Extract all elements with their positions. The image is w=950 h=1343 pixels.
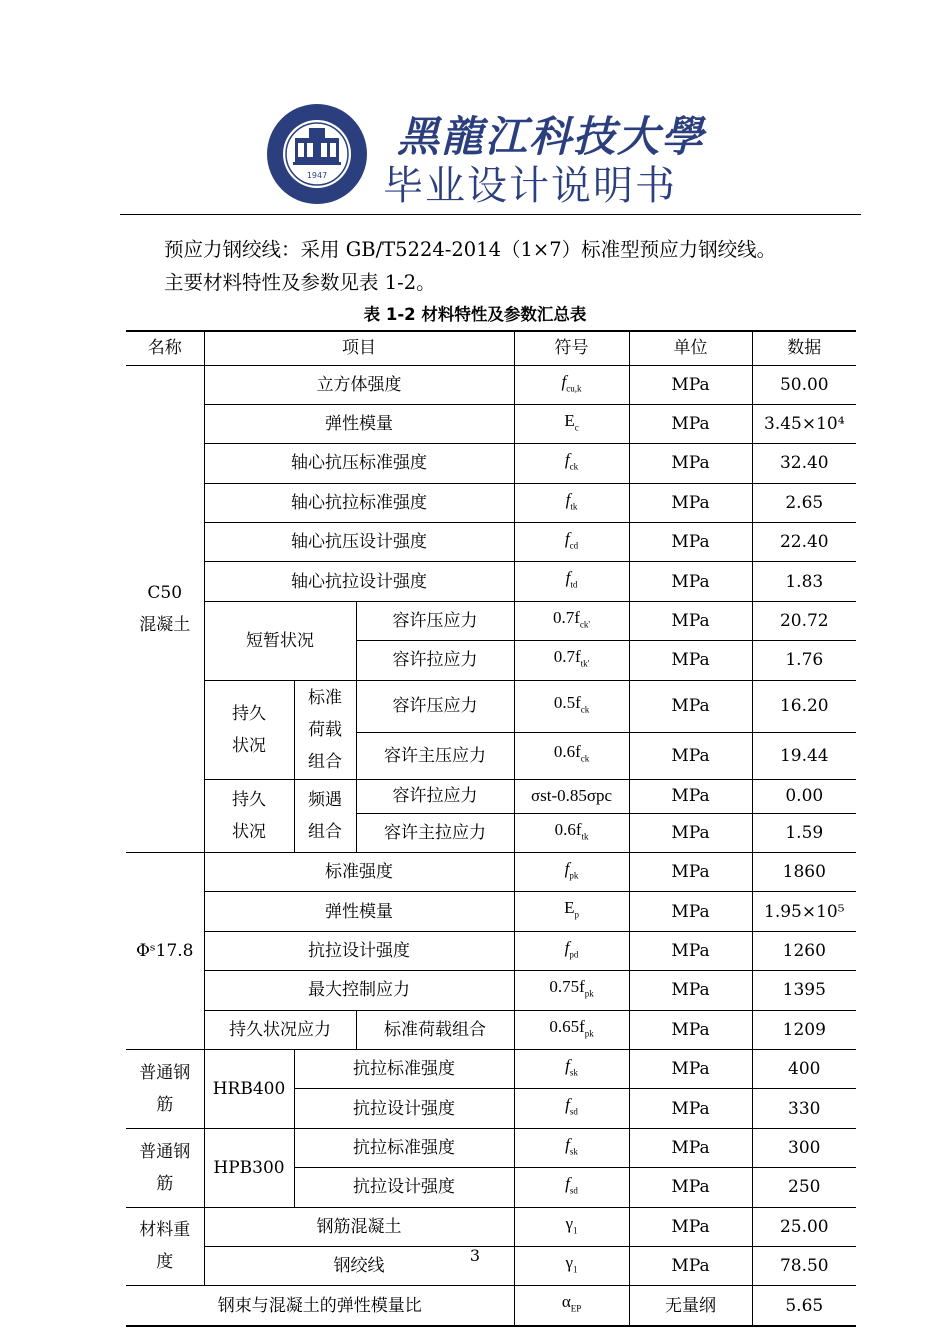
group-c50: C50 混凝土 — [126, 365, 204, 853]
table-row — [126, 404, 856, 443]
table-header-row — [126, 331, 856, 365]
header-rule — [120, 214, 861, 215]
item-cell: 抗拉标准强度 — [294, 1049, 514, 1088]
value-cell: 1.76 — [752, 641, 856, 680]
item-cell: 弹性模量 — [204, 892, 514, 931]
table-row — [126, 601, 856, 640]
symbol-cell: $f_{cu,k}$ — [514, 365, 629, 404]
symbol-cell: $E_p$ — [514, 892, 629, 931]
symbol-cell: $0.75f_{pk}$ — [514, 971, 629, 1010]
header-value: 数据 — [752, 331, 856, 365]
value-cell: 78.50 — [752, 1246, 856, 1285]
value-cell: 20.72 — [752, 601, 856, 640]
unit-cell: MPa — [629, 680, 752, 732]
unit-cell: MPa — [629, 404, 752, 443]
table-row — [126, 483, 856, 522]
header-item: 项目 — [204, 331, 514, 365]
symbol-cell: $f_{cd}$ — [514, 523, 629, 562]
symbol-cell: $f_{ck}$ — [514, 444, 629, 483]
group-rebar-a: 普通钢 筋 — [126, 1049, 204, 1128]
header-symbol: 符号 — [514, 331, 629, 365]
group-durable-b: 持久 状况 — [204, 779, 294, 852]
symbol-cell: $0.5f_{ck}$ — [514, 680, 629, 732]
symbol-cell: $\alpha_{EP}$ — [514, 1286, 629, 1326]
value-cell: 1.83 — [752, 562, 856, 601]
symbol-cell: $\gamma_1$ — [514, 1246, 629, 1285]
table-row — [126, 562, 856, 601]
item-cell: 标准荷载组合 — [356, 1010, 514, 1049]
value-cell: 1.95×10⁵ — [752, 892, 856, 931]
table-row — [126, 1010, 856, 1049]
symbol-cell: $\gamma_1$ — [514, 1207, 629, 1246]
item-cell: 钢绞线 — [204, 1246, 514, 1285]
symbol-cell: $0.7f_{tk'}$ — [514, 641, 629, 680]
symbol-cell: $f_{sd}$ — [514, 1168, 629, 1207]
item-cell: 抗拉设计强度 — [294, 1089, 514, 1128]
symbol-cell: $0.6f_{ck}$ — [514, 732, 629, 779]
item-cell: 容许主拉应力 — [356, 813, 514, 852]
document-title: 毕业设计说明书 — [383, 163, 677, 209]
table-row — [126, 779, 856, 813]
paragraph-strand: 预应力钢绞线：采用 GB/T5224-2014（1×7）标准型预应力钢绞线。 — [164, 238, 777, 261]
value-cell: 1860 — [752, 853, 856, 892]
group-rebar-b: 普通钢 筋 — [126, 1128, 204, 1207]
item-cell: 标准强度 — [204, 853, 514, 892]
item-cell: 轴心抗拉设计强度 — [204, 562, 514, 601]
value-cell: 3.45×10⁴ — [752, 404, 856, 443]
item-cell: 立方体强度 — [204, 365, 514, 404]
header-name: 名称 — [126, 331, 204, 365]
unit-cell: MPa — [629, 853, 752, 892]
value-cell: 1209 — [752, 1010, 856, 1049]
unit-cell: 无量纲 — [629, 1286, 752, 1326]
value-cell: 330 — [752, 1089, 856, 1128]
unit-cell: MPa — [629, 892, 752, 931]
group-strand-durable: 持久状况应力 — [204, 1010, 356, 1049]
value-cell: 250 — [752, 1168, 856, 1207]
symbol-cell: $f_{pk}$ — [514, 853, 629, 892]
unit-cell: MPa — [629, 641, 752, 680]
value-cell: 1260 — [752, 931, 856, 970]
value-cell: 25.00 — [752, 1207, 856, 1246]
material-table — [126, 330, 856, 1327]
group-durable-a: 持久 状况 — [204, 680, 294, 779]
table-row — [126, 1286, 856, 1326]
unit-cell: MPa — [629, 1010, 752, 1049]
unit-cell: MPa — [629, 1168, 752, 1207]
unit-cell: MPa — [629, 1207, 752, 1246]
unit-cell: MPa — [629, 1049, 752, 1088]
value-cell: 2.65 — [752, 483, 856, 522]
page-number: 3 — [469, 1246, 481, 1265]
table-row — [126, 523, 856, 562]
unit-cell: MPa — [629, 1089, 752, 1128]
university-seal-logo — [265, 102, 369, 206]
table-row — [126, 365, 856, 404]
group-hpb300: HPB300 — [204, 1128, 294, 1207]
unit-cell: MPa — [629, 444, 752, 483]
item-cell: 轴心抗压标准强度 — [204, 444, 514, 483]
item-cell: 容许主压应力 — [356, 732, 514, 779]
item-cell: 弹性模量 — [204, 404, 514, 443]
unit-cell: MPa — [629, 779, 752, 813]
seal-year: 1947 — [306, 171, 328, 180]
paragraph-table-ref: 主要材料特性及参数见表 1-2。 — [164, 271, 436, 294]
item-cell: 容许压应力 — [356, 680, 514, 732]
value-cell: 300 — [752, 1128, 856, 1167]
table-row — [126, 1207, 856, 1246]
value-cell: 19.44 — [752, 732, 856, 779]
symbol-cell: $0.65f_{pk}$ — [514, 1010, 629, 1049]
value-cell: 1.59 — [752, 813, 856, 852]
unit-cell: MPa — [629, 523, 752, 562]
value-cell: 50.00 — [752, 365, 856, 404]
unit-cell: MPa — [629, 732, 752, 779]
item-cell: 容许拉应力 — [356, 779, 514, 813]
value-cell: 0.00 — [752, 779, 856, 813]
group-frequent: 频遇 组合 — [294, 779, 356, 852]
table-row — [126, 853, 856, 892]
unit-cell: MPa — [629, 1246, 752, 1285]
group-short-term: 短暂状况 — [204, 601, 356, 680]
university-name: 黑龍江科技大學 — [397, 112, 706, 161]
value-cell: 400 — [752, 1049, 856, 1088]
item-cell: 轴心抗压设计强度 — [204, 523, 514, 562]
item-cell: 容许压应力 — [356, 601, 514, 640]
table-caption: 表 1-2 材料特性及参数汇总表 — [363, 305, 587, 324]
symbol-cell: $0.7f_{ck'}$ — [514, 601, 629, 640]
unit-cell: MPa — [629, 562, 752, 601]
symbol-cell: $f_{tk}$ — [514, 483, 629, 522]
symbol-cell: $0.6f_{tk}$ — [514, 813, 629, 852]
value-cell: 22.40 — [752, 523, 856, 562]
unit-cell: MPa — [629, 1128, 752, 1167]
table-row — [126, 680, 856, 732]
group-strand: Φˢ17.8 — [126, 853, 204, 1050]
symbol-cell: $f_{sd}$ — [514, 1089, 629, 1128]
table-row — [126, 1049, 856, 1088]
table-row — [126, 892, 856, 931]
item-cell: 抗拉设计强度 — [294, 1168, 514, 1207]
item-cell: 钢筋混凝土 — [204, 1207, 514, 1246]
symbol-cell: $f_{sk}$ — [514, 1049, 629, 1088]
document-header — [265, 102, 705, 207]
unit-cell: MPa — [629, 601, 752, 640]
group-hrb400: HRB400 — [204, 1049, 294, 1128]
value-cell: 5.65 — [752, 1286, 856, 1326]
unit-cell: MPa — [629, 931, 752, 970]
table-row — [126, 444, 856, 483]
symbol-cell: $E_c$ — [514, 404, 629, 443]
item-cell: 轴心抗拉标准强度 — [204, 483, 514, 522]
group-standard-load: 标准 荷载 组合 — [294, 680, 356, 779]
unit-cell: MPa — [629, 813, 752, 852]
unit-cell: MPa — [629, 971, 752, 1010]
table-row — [126, 931, 856, 970]
item-cell: 容许拉应力 — [356, 641, 514, 680]
symbol-cell: $f_{pd}$ — [514, 931, 629, 970]
item-cell: 抗拉标准强度 — [294, 1128, 514, 1167]
value-cell: 32.40 — [752, 444, 856, 483]
symbol-cell: $f_{sk}$ — [514, 1128, 629, 1167]
unit-cell: MPa — [629, 483, 752, 522]
table-row — [126, 1128, 856, 1167]
header-unit: 单位 — [629, 331, 752, 365]
item-cell: 抗拉设计强度 — [204, 931, 514, 970]
table-row — [126, 971, 856, 1010]
symbol-cell: $f_{td}$ — [514, 562, 629, 601]
symbol-cell: σst-0.85σpc — [514, 779, 629, 813]
unit-cell: MPa — [629, 365, 752, 404]
ratio-label: 钢束与混凝土的弹性模量比 — [126, 1286, 514, 1326]
item-cell: 最大控制应力 — [204, 971, 514, 1010]
value-cell: 1395 — [752, 971, 856, 1010]
value-cell: 16.20 — [752, 680, 856, 732]
group-weight: 材料重 度 — [126, 1207, 204, 1286]
